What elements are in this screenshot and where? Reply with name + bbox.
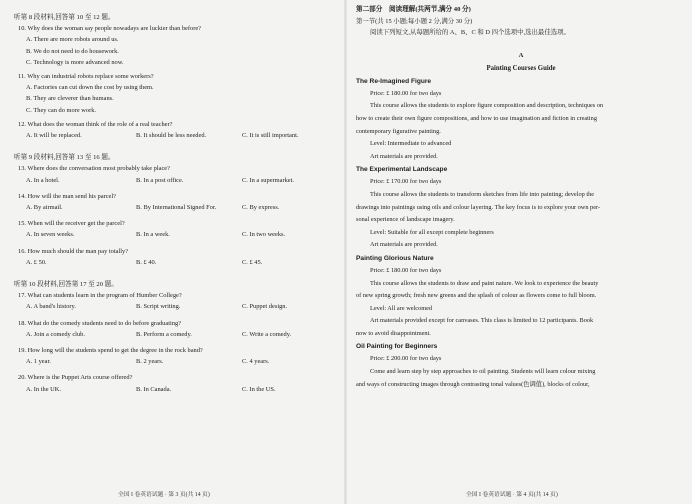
option-20a: A. In the UK. [26,385,61,393]
options-15 [14,229,340,240]
question-19: 19. How long will the students spend to get the degree in the rock band? [18,347,203,355]
question-16: 16. How much should the man pay totally? [18,247,129,255]
course-description: This course allows the students to explore figure composition and description, techniques on [370,102,604,110]
option-19b: B. 2 years. [136,358,164,366]
course-description: now to avoid disappointment. [356,329,431,337]
options-18 [14,329,340,340]
section-instruction: 听第 10 段材料,回答第 17 至 20 题。 [14,281,118,289]
options-12 [14,130,340,141]
section-instruction: 听第 9 段材料,回答第 13 至 16 题。 [14,154,115,162]
course-description: Art materials provided except for canvases. This class is limited to 12 participants. Book [370,317,594,325]
option-18c: C. Write a comedy. [242,330,292,338]
course-description: sonal experience of landscape imagery. [356,216,455,224]
option-14b: B. By International Signed For. [136,204,217,212]
option-14c: C. By express. [242,204,280,212]
option-11a: A. Factories can cut down the cost by using them. [26,84,154,92]
directions: 阅读下列短文,从每题所给的 A、B、C 和 D 四个选项中,选出最佳选项。 [370,29,570,37]
course-description: drawings into paintings using oils and colour layering. The key focus is to explore your own per- [356,203,601,211]
option-18a: A. Join a comedy club. [26,330,85,338]
course-description: how to create their own figure compositions, and how to use imagination and fiction in creating [356,114,597,122]
option-20c: C. In the US. [242,385,276,393]
options-16 [14,257,340,268]
section-heading: 第一节(共 15 小题;每小题 2 分,满分 30 分) [356,17,473,25]
question-11: 11. Why can industrial robots replace some workers? [18,73,154,81]
option-16c: C. £ 45. [242,258,263,266]
course-materials: Art materials are provided. [370,152,438,160]
option-15a: A. In seven weeks. [26,231,75,239]
option-10b: B. We do not need to do housework. [26,47,119,55]
question-14: 14. How will the man send his parcel? [18,192,116,200]
question-12: 12. What does the woman think of the role of a real teacher? [18,120,173,128]
passage-title: Painting Courses Guide [486,64,556,72]
course-price: Price: £ 180.00 for two days [370,89,442,97]
course-level: Level: All are welcomed [370,304,433,312]
course-level: Level: Suitable for all except complete beginners [370,228,494,236]
question-17: 17. What can students learn in the program of Humber College? [18,292,182,300]
option-12a: A. It will be replaced. [26,132,82,140]
section-instruction: 听第 8 段材料,回答第 10 至 12 题。 [14,14,115,21]
course-title: Painting Glorious Nature [356,254,434,262]
course-title: The Experimental Landscape [356,166,448,174]
option-15c: C. In two weeks. [242,231,286,239]
passage-letter: A [518,51,524,59]
page-footer: 全国 I 卷英语试题 · 第 3 页(共 14 页) [118,492,210,498]
option-16b: B. £ 40. [136,258,157,266]
course-description: contemporary figurative painting. [356,127,441,135]
page-footer: 全国 I 卷英语试题 · 第 4 页(共 14 页) [466,492,558,498]
question-10: 10. Why does the woman say people nowadays are luckier than before? [18,25,202,33]
option-11b: B. They are cleverer than humans. [26,95,114,103]
option-17b: B. Script writing. [136,303,181,311]
option-11c: C. They can do more work. [26,106,96,114]
options-19 [14,356,340,367]
option-20b: B. In Canada. [136,385,172,393]
course-description: Come and learn step by step approaches to oil painting. Students will learn colour mixing [370,368,596,376]
option-12b: B. It should be less needed. [136,132,207,140]
option-18b: B. Perform a comedy. [136,330,192,338]
course-description: This course allows the students to transform sketches from life into painting; develop the [370,190,595,198]
option-17a: A. A band's history. [26,303,76,311]
course-materials: Art materials are provided. [370,241,438,249]
question-18: 18. What do the comedy students need to do before graduating? [18,319,181,327]
course-price: Price: £ 180.00 for two days [370,266,442,274]
course-price: Price: £ 170.00 for two days [370,178,442,186]
option-19c: C. 4 years. [242,358,270,366]
option-10a: A. There are more robots around us. [26,36,119,44]
question-13: 13. Where does the conversation most probably take place? [18,165,170,173]
course-price: Price: £ 200.00 for two days [370,355,442,363]
question-20: 20. Where is the Puppet Arts course offered? [18,374,133,382]
options-14 [14,202,340,213]
options-17 [14,301,340,312]
option-17c: C. Puppet design. [242,303,288,311]
option-10c: C. Technology is more advanced now. [26,58,124,66]
options-20 [14,384,340,395]
course-description: of new spring growth; fresh new greens and the splash of colour as flowers come to full bloom. [356,292,597,300]
course-description: This course allows the students to draw and paint nature. We look to experience the beauty [370,279,599,287]
option-15b: B. In a week. [136,231,170,239]
part-heading: 第二部分 阅读理解(共两节,满分 40 分) [356,6,471,13]
course-title: The Re-Imagined Figure [356,77,432,85]
options-13 [14,175,340,186]
option-13c: C. In a supermarket. [242,176,294,184]
course-description: and ways of constructing images through contrasting tonal values(色调值), blocks of colour, [356,380,590,388]
option-13a: A. In a hotel. [26,176,60,184]
question-15: 15. When will the receiver get the parcel? [18,220,125,228]
course-title: Oil Painting for Beginners [356,343,438,351]
option-14a: A. By airmail. [26,204,63,212]
page-4 [346,0,692,504]
option-13b: B. In a post office. [136,176,184,184]
course-level: Level: Intermediate to advanced [370,140,452,148]
option-12c: C. It is still important. [242,132,299,140]
option-19a: A. 1 year. [26,358,51,366]
option-16a: A. £ 50. [26,258,47,266]
